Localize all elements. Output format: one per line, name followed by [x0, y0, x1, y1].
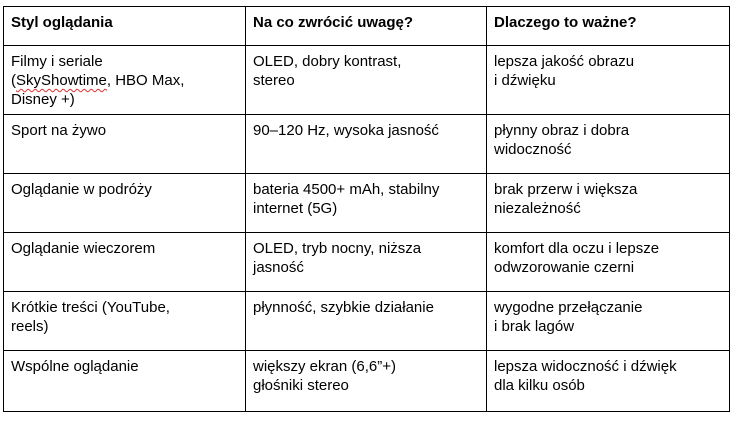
cell-what-to-look-for: większy ekran (6,6”+) głośniki stereo [246, 351, 487, 412]
table-row [4, 46, 730, 115]
cell-viewing-style: Sport na żywo [4, 115, 246, 174]
spellcheck-flagged-word: SkyShowtime [16, 72, 107, 89]
cell-viewing-style: Oglądanie wieczorem [4, 233, 246, 292]
header-row [4, 7, 730, 46]
cell-viewing-style: Oglądanie w podróży [4, 174, 246, 233]
cell-viewing-style [4, 46, 246, 115]
table-row [4, 233, 730, 292]
cell-what-to-look-for: bateria 4500+ mAh, stabilny internet (5G) [246, 174, 487, 233]
cell-why-important: wygodne przełączanie i brak lagów [487, 292, 730, 351]
header-viewing-style: Styl oglądania [4, 7, 246, 46]
cell-what-to-look-for: płynność, szybkie działanie [246, 292, 487, 351]
cell-what-to-look-for: OLED, dobry kontrast, stereo [246, 46, 487, 115]
cell-why-important: lepsza widoczność i dźwięk dla kilku osób [487, 351, 730, 412]
style-text-part: Filmy i seriale ( [11, 53, 103, 89]
cell-viewing-style: Wspólne oglądanie [4, 351, 246, 412]
cell-why-important: brak przerw i większa niezależność [487, 174, 730, 233]
table-row [4, 115, 730, 174]
cell-viewing-style: Krótkie treści (YouTube, reels) [4, 292, 246, 351]
table-row [4, 292, 730, 351]
cell-why-important: lepsza jakość obrazu i dźwięku [487, 46, 730, 115]
header-what-to-look-for: Na co zwrócić uwagę? [246, 7, 487, 46]
cell-what-to-look-for: OLED, tryb nocny, niższa jasność [246, 233, 487, 292]
table-row [4, 174, 730, 233]
cell-what-to-look-for: 90–120 Hz, wysoka jasność [246, 115, 487, 174]
header-why-important: Dlaczego to ważne? [487, 7, 730, 46]
viewing-style-table [3, 6, 730, 412]
cell-why-important: płynny obraz i dobra widoczność [487, 115, 730, 174]
cell-why-important: komfort dla oczu i lepsze odwzorowanie czerni [487, 233, 730, 292]
style-text-part: , HBO Max, Disney +) [11, 72, 185, 108]
table-row [4, 351, 730, 412]
